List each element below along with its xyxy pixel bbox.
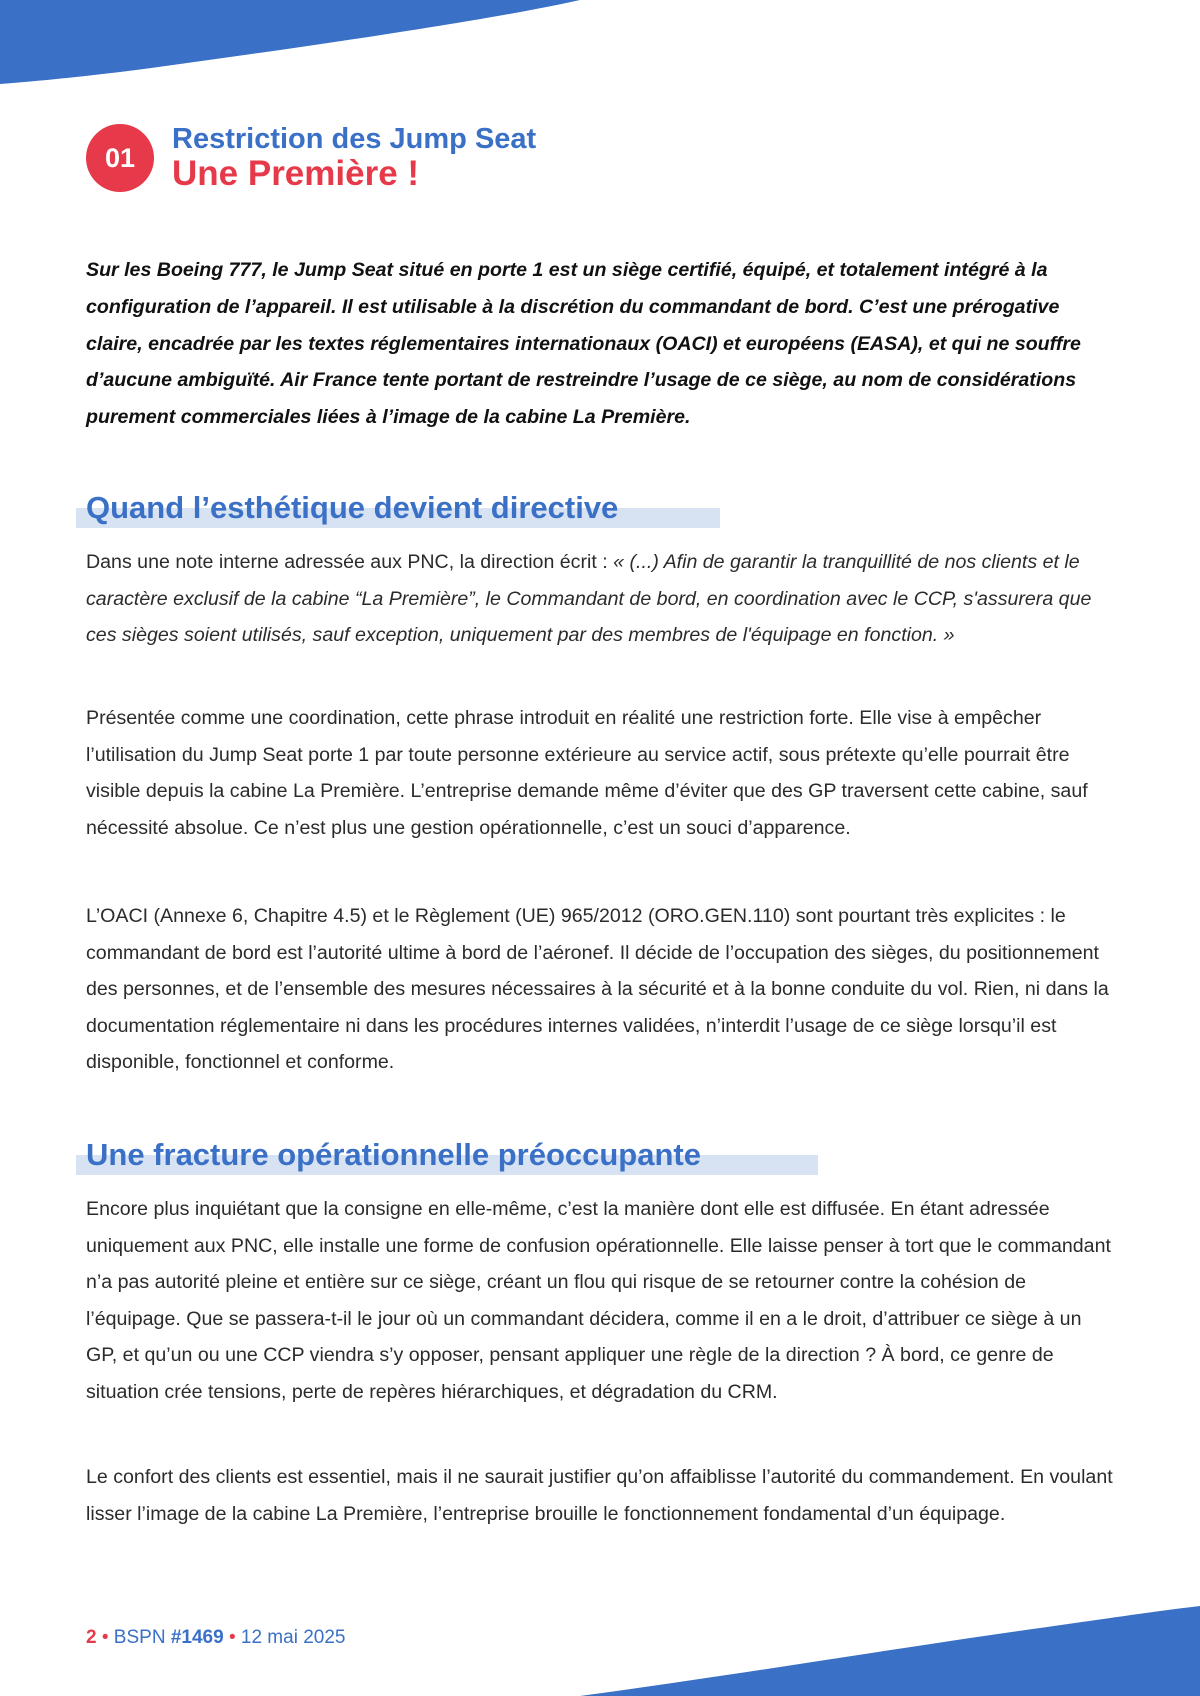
- body-paragraph: Présentée comme une coordination, cette phrase introduit en réalité une restriction forte. Elle vise à empêcher l’utilisation du Jump Seat porte 1 par toute personne extérieure au service actif, sous prétexte qu’elle pourrait être visible depuis la cabine La Première. L’entreprise demande même d’éviter que des GP traversent cette cabine, sauf nécessité absolue. Ce n’est plus une gestion opérationnelle, c’est un souci d’apparence.: [86, 707, 1088, 839]
- body-paragraph: Encore plus inquiétant que la consigne en elle-même, c’est la manière dont elle est diffusée. En étant adressée uniquement aux PNC, elle installe une forme de confusion opérationnelle. Elle laisse penser à tort que le commandant n’a pas autorité pleine et entière sur ce siège, créant un flou qui risque de se retourner contre la cohésion de l’équipage. Que se passera-t-il le jour où un commandant décidera, comme il en a le droit, d’attribuer ce siège à un GP, et qu’un ou une CCP viendra s’y opposer, pensant appliquer une règle de la direction ? À bord, ce genre de situation crée tensions, perte de repères hiérarchiques, et dégradation du CRM.: [86, 1198, 1111, 1403]
- article-kicker: Restriction des Jump Seat: [172, 123, 537, 155]
- internal-note-quote: « (...) Afin de garantir la tranquillité de nos clients et le caractère exclusif de la cabine “La Première”, le Commandant de bord, en coordination avec le CCP, s'assurera que ces sièges soient utilisés, sauf exception, uniquement par des membres de l'équipage en fonction. »: [86, 551, 1092, 647]
- footer-separator: •: [101, 1627, 109, 1648]
- page-footer: [86, 1627, 345, 1649]
- issue-number: #1469: [170, 1627, 224, 1648]
- intro-paragraph: Sur les Boeing 777, le Jump Seat situé en porte 1 est un siège certifié, équipé, et totalement intégré à la configuration de l’appareil. Il est utilisable à la discrétion du commandant de bord. C’est une prérogative claire, encadrée par les textes réglementaires internationaux (OACI) et européens (EASA), et qui ne souffre d’aucune ambiguïté. Air France tente portant de restreindre l’usage de ce siège, au nom de considérations purement commerciales liées à l’image de la cabine La Première.: [86, 259, 1081, 429]
- body-paragraph: L’OACI (Annexe 6, Chapitre 4.5) et le Règlement (UE) 965/2012 (ORO.GEN.110) sont pourtant très explicites : le commandant de bord est l’autorité ultime à bord de l’aéronef. Il décide de l’occupation des sièges, du positionnement des personnes, et de l’ensemble des mesures nécessaires à la sécurité et à la bonne conduite du vol. Rien, ni dans la documentation réglementaire ni dans les procédures internes validées, n’interdit l’usage de ce siège lorsqu’il est disponible, fonctionnel et conforme.: [86, 905, 1109, 1074]
- article-title: Une Première !: [172, 154, 420, 193]
- body-paragraph: Le confort des clients est essentiel, mais il ne saurait justifier qu’on affaiblisse l’autorité du commandement. En voulant lisser l’image de la cabine La Première, l’entreprise brouille le fonctionnement fondamental d’un équipage.: [86, 1466, 1113, 1525]
- section-heading-text: Quand l’esthétique devient directive: [86, 490, 619, 525]
- article-header: [86, 122, 1116, 202]
- top-wave-decoration: [0, 0, 580, 90]
- section-heading-2: [76, 1135, 818, 1175]
- bottom-wave-decoration: [580, 1606, 1200, 1696]
- section-heading-text: Une fracture opérationnelle préoccupante: [86, 1137, 701, 1172]
- paragraph-lead: Dans une note interne adressée aux PNC, la direction écrit :: [86, 551, 614, 573]
- publication-name: BSPN: [113, 1627, 166, 1648]
- body-paragraph: [86, 544, 1116, 654]
- footer-separator: •: [228, 1627, 236, 1648]
- section-number-badge: 01: [86, 124, 154, 192]
- section-heading-1: [76, 488, 720, 528]
- publication-date: 12 mai 2025: [240, 1627, 346, 1648]
- page-number: 2: [86, 1627, 97, 1648]
